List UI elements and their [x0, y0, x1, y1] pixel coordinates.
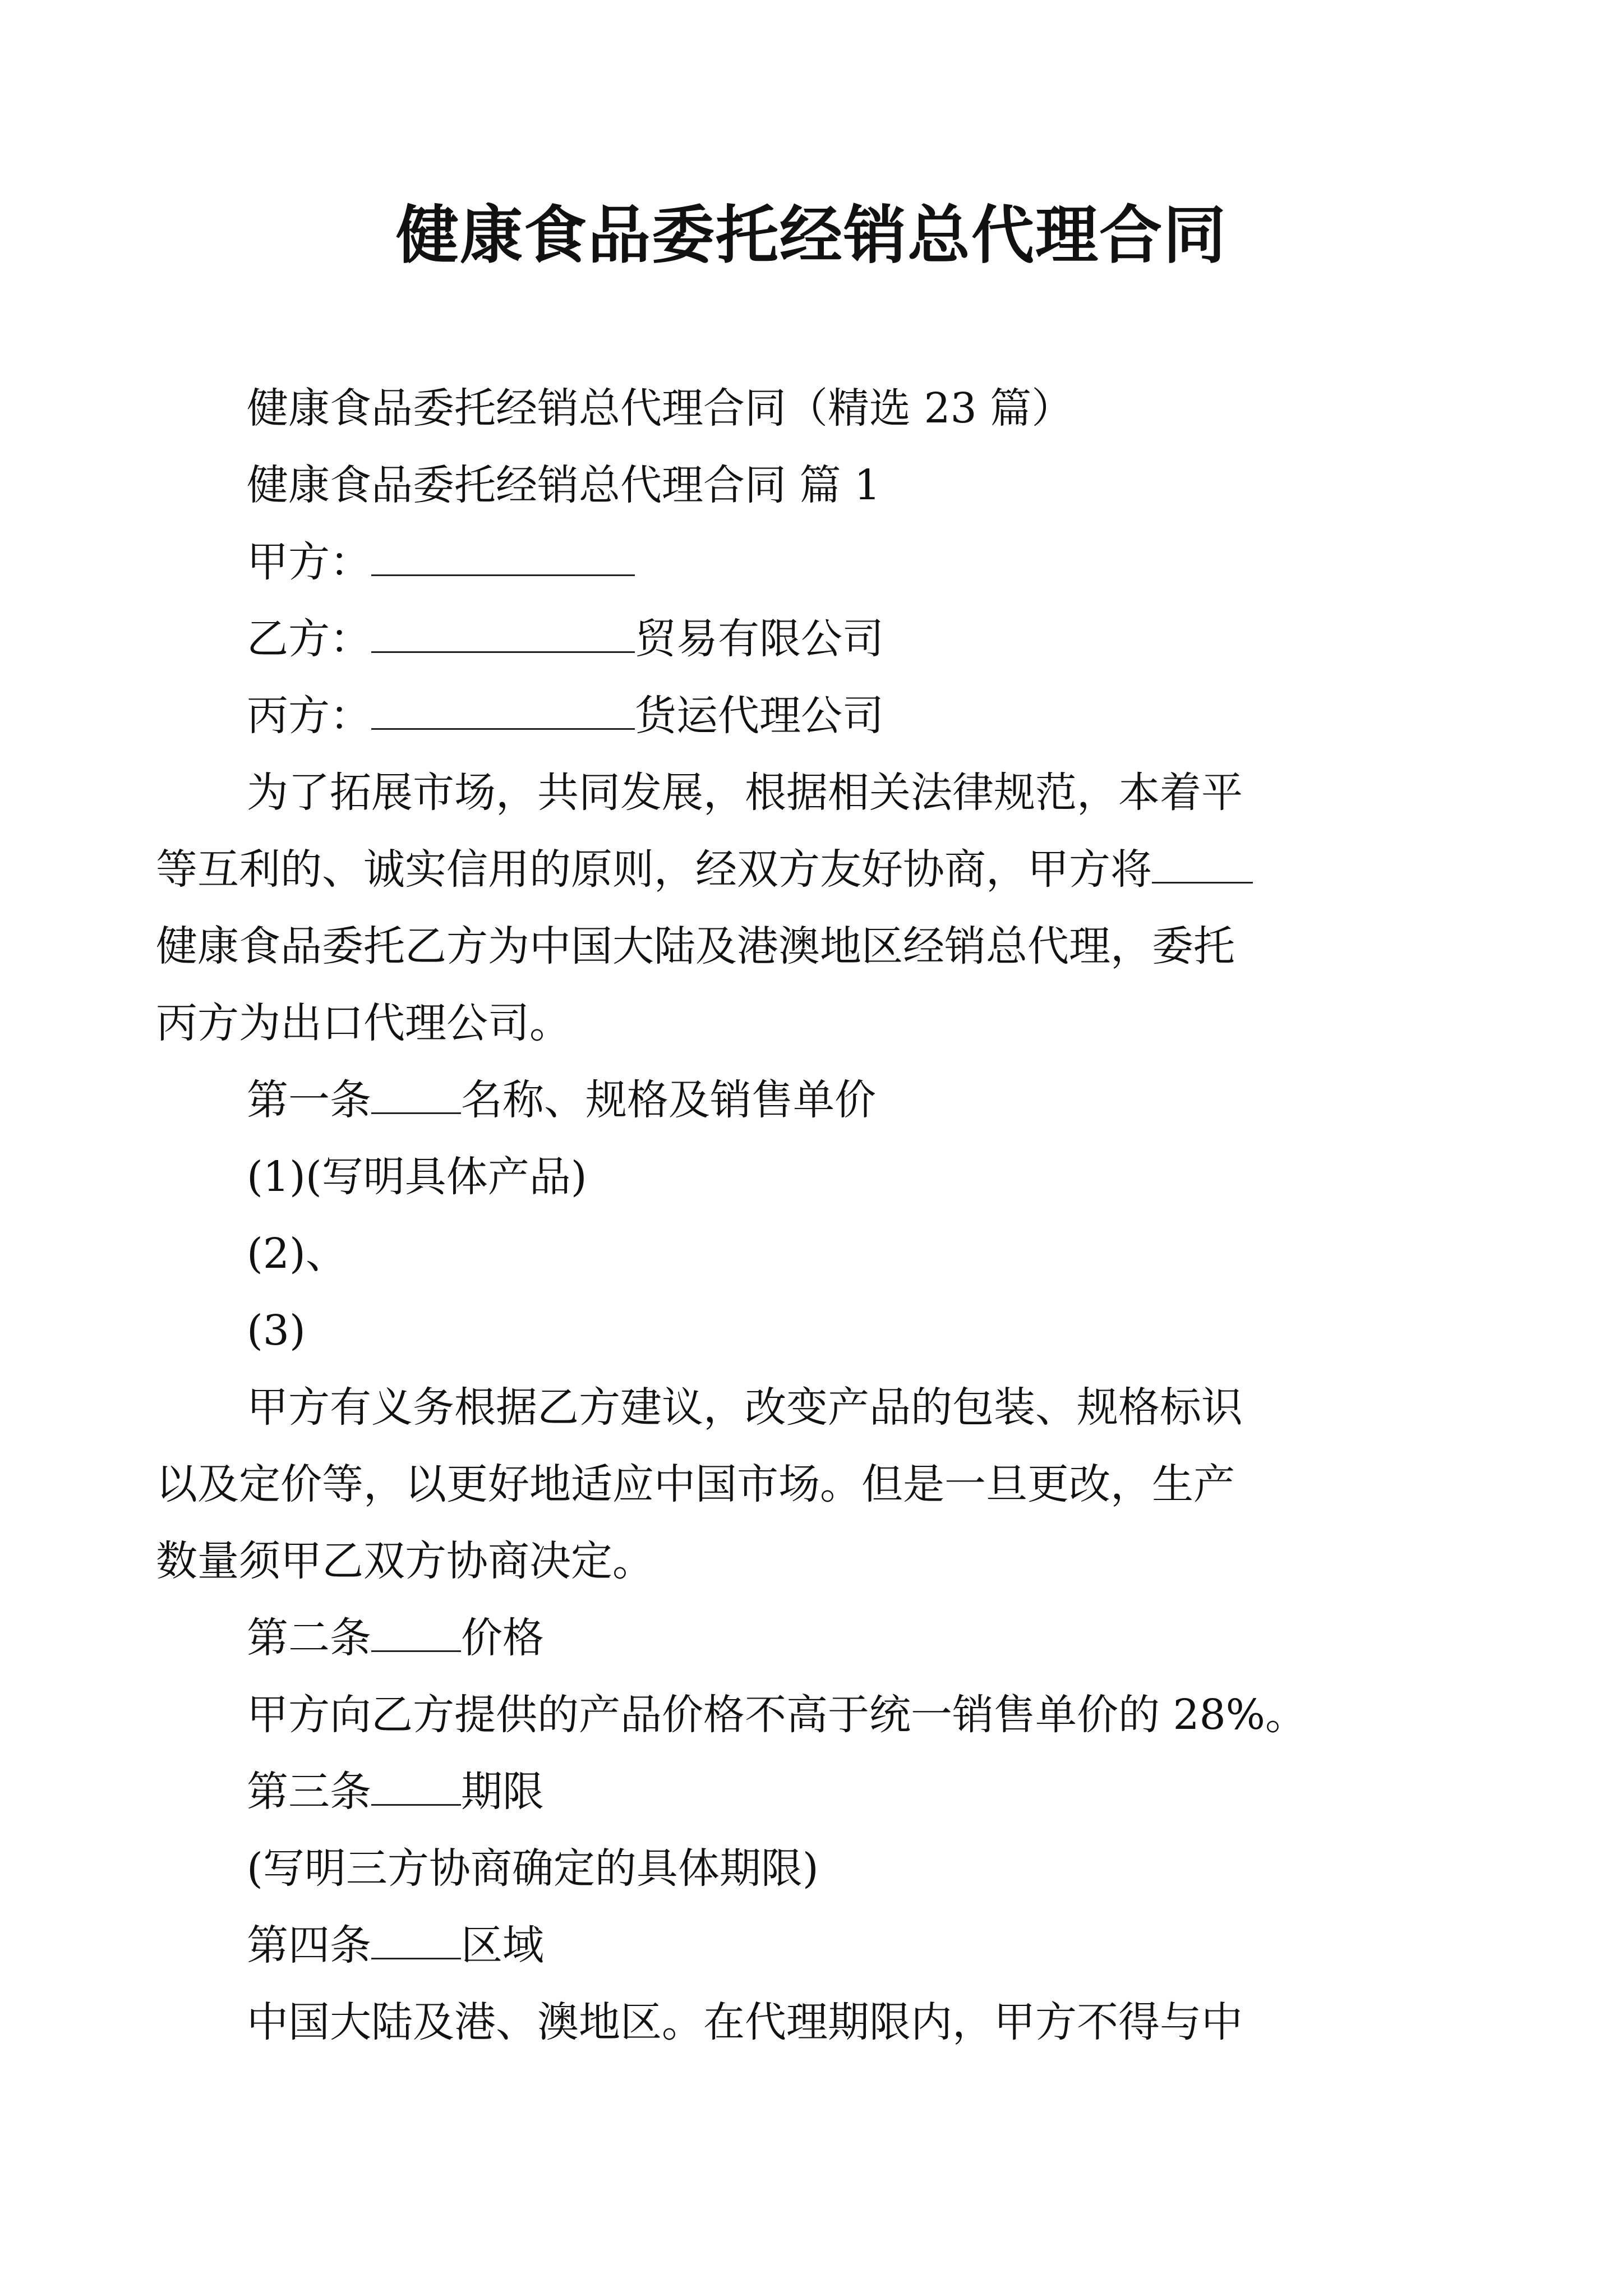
article-3-heading: [247, 1754, 1391, 1830]
article-3-blank: [371, 1766, 461, 1806]
article-1-title: 名称、规格及销售单价: [461, 1076, 876, 1124]
para-2-line-2: 以及定价等，以更好地适应中国市场。但是一旦更改，生产: [156, 1460, 1235, 1508]
intro-line-1: 为了拓展市场，共同发展，根据相关法律规范，本着平: [247, 769, 1243, 817]
intro-line-3: 健康食品委托乙方为中国大陆及港澳地区经销总代理，委托: [156, 922, 1235, 970]
article-2-text: 甲方向乙方提供的产品价格不高于统一销售单价的 28%。: [247, 1691, 1307, 1739]
party-c-suffix: 货运代理公司: [635, 692, 884, 740]
article-1-prefix: 第一条: [247, 1076, 371, 1124]
article-1-blank: [371, 1075, 461, 1114]
article-2-blank: [371, 1613, 461, 1652]
party-b-label: 乙方：: [247, 615, 371, 663]
document-body: [156, 370, 1391, 2061]
party-c-line: [247, 678, 1391, 754]
article-4-text: 中国大陆及港、澳地区。在代理期限内，甲方不得与中: [247, 1998, 1243, 2046]
article-3-prefix: 第三条: [247, 1768, 371, 1816]
article-2-heading: [247, 1600, 1391, 1677]
document-title: 健康食品委托经销总代理合同: [396, 199, 1227, 272]
intro-line-4: 丙方为出口代理公司。: [156, 999, 571, 1047]
section-heading: 健康食品委托经销总代理合同 篇 1: [247, 461, 881, 509]
product-blank: [1152, 844, 1253, 884]
party-b-line: [247, 601, 1391, 678]
article-2-prefix: 第二条: [247, 1614, 371, 1662]
party-c-label: 丙方：: [247, 692, 371, 740]
intro-line-2-text: 等互利的、诚实信用的原则，经双方友好协商，甲方将: [156, 845, 1152, 894]
article-4-heading: [247, 1907, 1391, 1984]
article-3-title: 期限: [461, 1768, 544, 1816]
party-a-blank: [371, 537, 635, 576]
article-4-prefix: 第四条: [247, 1921, 371, 1970]
party-c-blank: [371, 691, 635, 730]
party-a-label: 甲方：: [247, 538, 371, 586]
party-a-line: [247, 524, 1391, 601]
party-b-blank: [371, 614, 635, 653]
para-2-line-3: 数量须甲乙双方协商决定。: [156, 1537, 654, 1585]
party-b-suffix: 贸易有限公司: [635, 615, 884, 663]
item-3: (3): [247, 1306, 306, 1355]
intro-line-2: [156, 831, 1391, 908]
item-1: (1)(写明具体产品): [247, 1153, 587, 1201]
article-4-title: 区域: [461, 1921, 544, 1970]
subtitle: 健康食品委托经销总代理合同（精选 23 篇）: [247, 384, 1073, 432]
article-4-blank: [371, 1920, 461, 1959]
article-1-heading: [247, 1062, 1391, 1139]
para-2-line-1: 甲方有义务根据乙方建议，改变产品的包装、规格标识: [247, 1383, 1243, 1432]
article-2-title: 价格: [461, 1614, 544, 1662]
article-3-text: (写明三方协商确定的具体期限): [247, 1844, 819, 1893]
item-2: (2)、: [247, 1230, 347, 1278]
